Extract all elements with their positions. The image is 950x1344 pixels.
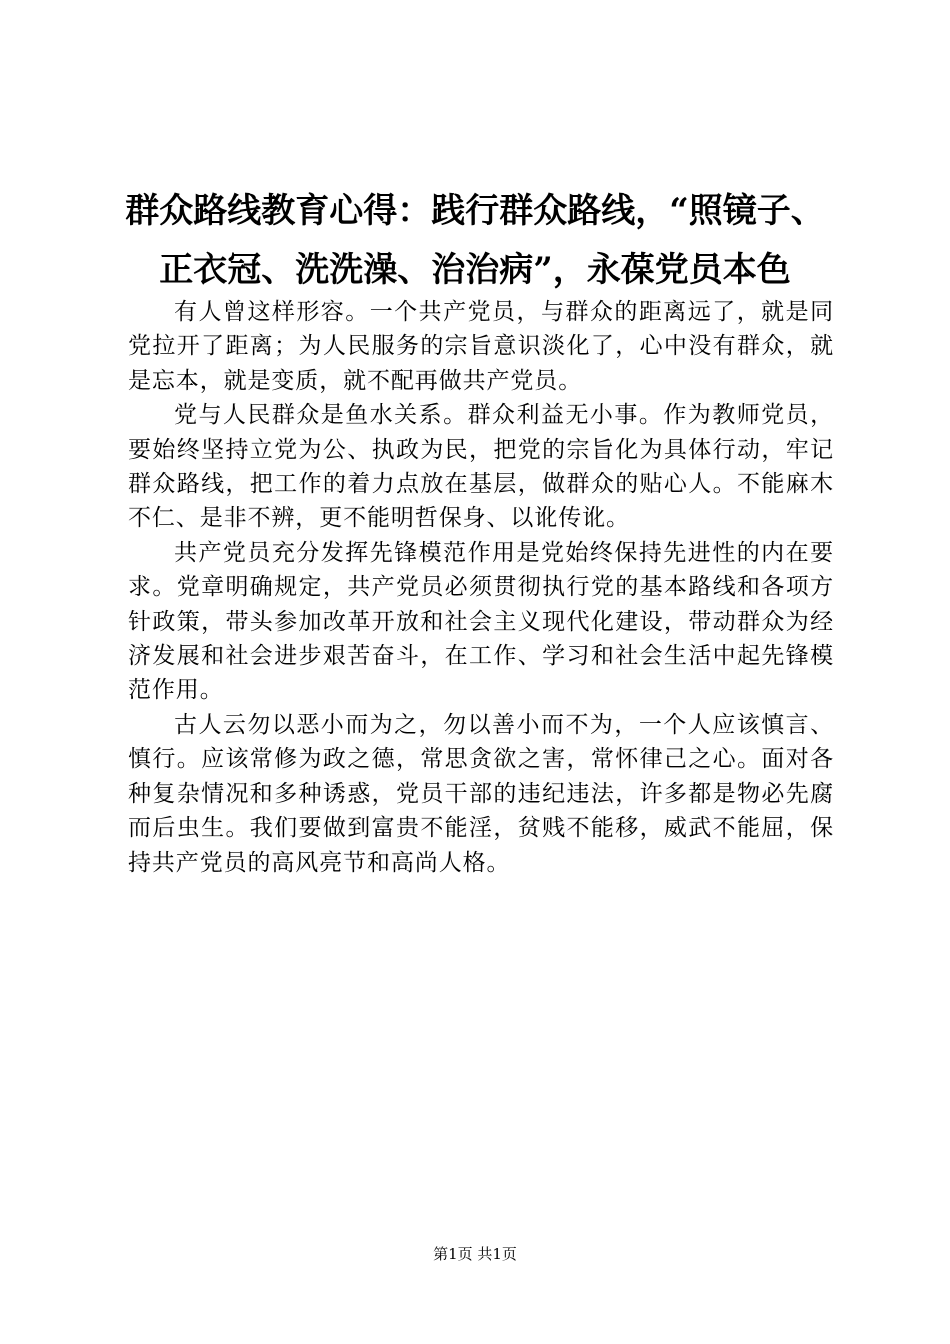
page-number-footer: 第1页 共1页 — [433, 1245, 517, 1263]
title-line-2: 正衣冠、洗洗澡、治治病”，永葆党员本色 — [159, 250, 791, 290]
document-body — [128, 295, 834, 880]
title-line-1: 群众路线教育心得：践行群众路线，“照镜子、 — [125, 191, 825, 231]
paragraph-4: 古人云勿以恶小而为之，勿以善小而不为，一个人应该慎言、慎行。应该常修为政之德，常思贪欲之害，常怀律己之心。面对各种复杂情况和多种诱惑，党员干部的违纪违法，许多都是物必先腐而后虫生。我们要做到富贵不能淫，贫贱不能移，威武不能屈，保持共产党员的高风亮节和高尚人格。 — [128, 711, 834, 876]
paragraph-1: 有人曾这样形容。一个共产党员，与群众的距离远了，就是同党拉开了距离；为人民服务的宗旨意识淡化了，心中没有群众，就是忘本，就是变质，就不配再做共产党员。 — [128, 299, 834, 394]
document-title — [90, 182, 860, 300]
paragraph-2: 党与人民群众是鱼水关系。群众利益无小事。作为教师党员，要始终坚持立党为公、执政为民，把党的宗旨化为具体行动，牢记群众路线，把工作的着力点放在基层，做群众的贴心人。不能麻木不仁、是非不辨，更不能明哲保身、以讹传讹。 — [128, 402, 834, 532]
paragraph-3: 共产党员充分发挥先锋模范作用是党始终保持先进性的内在要求。党章明确规定，共产党员必须贯彻执行党的基本路线和各项方针政策，带头参加改革开放和社会主义现代化建设，带动群众为经济发展和社会进步艰苦奋斗，在工作、学习和社会生活中起先锋模范作用。 — [128, 539, 834, 704]
